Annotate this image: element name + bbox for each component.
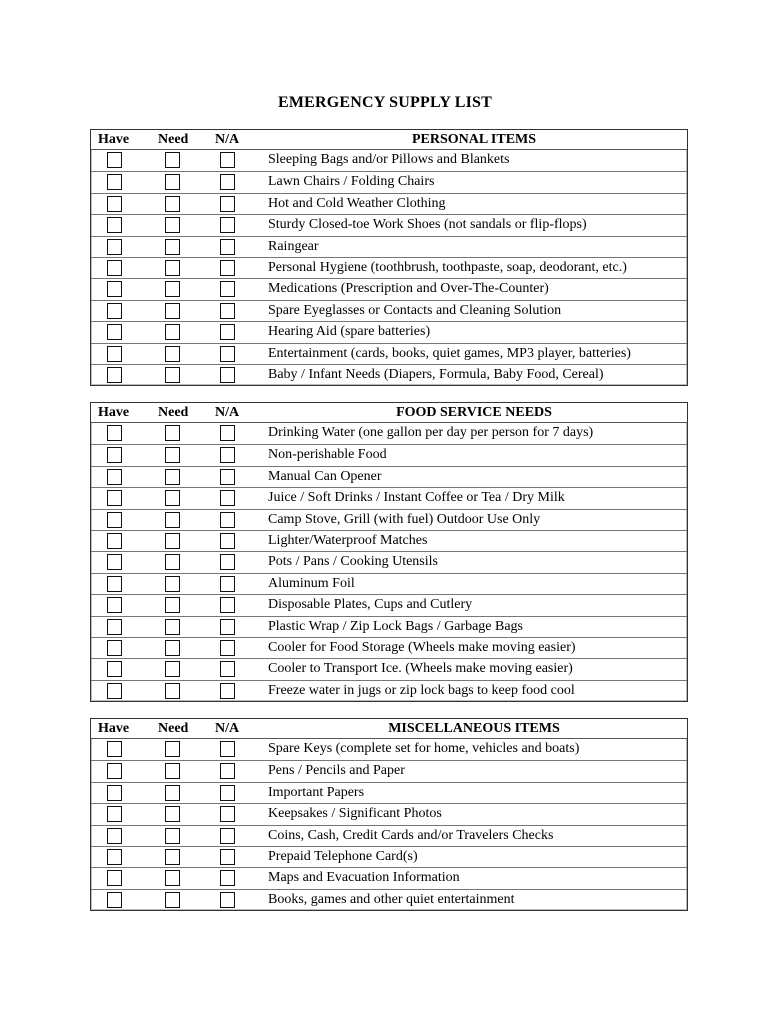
checkbox-need[interactable]	[165, 683, 180, 699]
checkbox-na[interactable]	[220, 447, 235, 463]
checklist-row	[91, 150, 687, 171]
item-label: Cooler to Transport Ice. (Wheels make moving easier)	[268, 661, 573, 677]
checkbox-need[interactable]	[165, 785, 180, 801]
item-label: Pots / Pans / Cooking Utensils	[268, 554, 438, 570]
checkbox-na[interactable]	[220, 303, 235, 319]
checkbox-have[interactable]	[107, 469, 122, 485]
checkbox-have[interactable]	[107, 576, 122, 592]
checkbox-need[interactable]	[165, 346, 180, 362]
checklist-row	[91, 825, 687, 846]
column-header-na: N/A	[215, 132, 240, 147]
section-food-service-needs	[90, 402, 688, 702]
checkbox-na[interactable]	[220, 640, 235, 656]
item-label: Lighter/Waterproof Matches	[268, 532, 428, 548]
item-label: Camp Stove, Grill (with fuel) Outdoor Use Only	[268, 511, 541, 527]
checkbox-need[interactable]	[165, 447, 180, 463]
item-label: Hearing Aid (spare batteries)	[268, 324, 431, 340]
checkbox-na[interactable]	[220, 469, 235, 485]
checkbox-have[interactable]	[107, 741, 122, 757]
item-label: Entertainment (cards, books, quiet games, MP3 player, batteries)	[268, 345, 631, 361]
checkbox-need[interactable]	[165, 281, 180, 297]
checkbox-have[interactable]	[107, 870, 122, 886]
checklist-row	[91, 760, 687, 781]
checklist-row	[91, 594, 687, 615]
checklist-row	[91, 300, 687, 321]
checklist-row	[91, 444, 687, 465]
checkbox-have[interactable]	[107, 152, 122, 168]
item-label: Hot and Cold Weather Clothing	[268, 195, 446, 211]
item-label: Medications (Prescription and Over-The-Counter)	[268, 281, 549, 297]
checkbox-have[interactable]	[107, 447, 122, 463]
checkbox-have[interactable]	[107, 640, 122, 656]
checkbox-na[interactable]	[220, 741, 235, 757]
checkbox-have[interactable]	[107, 239, 122, 255]
checkbox-need[interactable]	[165, 597, 180, 613]
checkbox-need[interactable]	[165, 324, 180, 340]
checkbox-have[interactable]	[107, 785, 122, 801]
checkbox-na[interactable]	[220, 367, 235, 383]
checklist-row	[91, 364, 687, 385]
checkbox-na[interactable]	[220, 554, 235, 570]
checkbox-need[interactable]	[165, 533, 180, 549]
checkbox-na[interactable]	[220, 683, 235, 699]
item-label: Juice / Soft Drinks / Instant Coffee or Tea / Dry Milk	[268, 490, 565, 506]
checkbox-na[interactable]	[220, 619, 235, 635]
section-personal-items	[90, 129, 688, 386]
item-label: Aluminum Foil	[268, 575, 355, 591]
section-header-row	[91, 130, 687, 150]
checkbox-na[interactable]	[220, 152, 235, 168]
checkbox-have[interactable]	[107, 281, 122, 297]
checkbox-need[interactable]	[165, 239, 180, 255]
checkbox-need[interactable]	[165, 619, 180, 635]
checklist-row	[91, 214, 687, 235]
checkbox-have[interactable]	[107, 683, 122, 699]
item-label: Cooler for Food Storage (Wheels make moving easier)	[268, 639, 576, 655]
checkbox-need[interactable]	[165, 425, 180, 441]
item-label: Keepsakes / Significant Photos	[268, 806, 442, 822]
section-heading: PERSONAL ITEMS	[411, 132, 537, 147]
checklist-row	[91, 171, 687, 192]
checkbox-need[interactable]	[165, 469, 180, 485]
checkbox-na[interactable]	[220, 260, 235, 276]
checkbox-na[interactable]	[220, 870, 235, 886]
section-header-row	[91, 403, 687, 423]
checklist-row	[91, 551, 687, 572]
checklist-row	[91, 867, 687, 888]
item-label: Spare Keys (complete set for home, vehicles and boats)	[268, 741, 580, 756]
checkbox-na[interactable]	[220, 597, 235, 613]
checkbox-need[interactable]	[165, 174, 180, 190]
checklist-row	[91, 487, 687, 508]
checkbox-na[interactable]	[220, 281, 235, 297]
checkbox-need[interactable]	[165, 303, 180, 319]
checklist-row	[91, 680, 687, 701]
item-label: Sleeping Bags and/or Pillows and Blankets	[268, 152, 510, 167]
checkbox-have[interactable]	[107, 597, 122, 613]
column-header-na: N/A	[215, 721, 240, 736]
checklist-row	[91, 739, 687, 760]
checklist-row	[91, 782, 687, 803]
checkbox-need[interactable]	[165, 870, 180, 886]
checklist-row	[91, 573, 687, 594]
checkbox-na[interactable]	[220, 763, 235, 779]
item-label: Lawn Chairs / Folding Chairs	[268, 174, 435, 190]
checklist-row	[91, 466, 687, 487]
checkbox-need[interactable]	[165, 196, 180, 212]
column-header-need: Need	[158, 405, 189, 420]
item-label: Important Papers	[268, 784, 365, 800]
checkbox-have[interactable]	[107, 661, 122, 677]
checkbox-have[interactable]	[107, 260, 122, 276]
checklist-row	[91, 509, 687, 530]
checkbox-need[interactable]	[165, 849, 180, 865]
checklist-row	[91, 616, 687, 637]
column-header-na: N/A	[215, 405, 240, 420]
checkbox-need[interactable]	[165, 661, 180, 677]
item-label: Books, games and other quiet entertainment	[268, 891, 515, 907]
checkbox-have[interactable]	[107, 174, 122, 190]
checkbox-have[interactable]	[107, 196, 122, 212]
checkbox-have[interactable]	[107, 425, 122, 441]
checkbox-have[interactable]	[107, 533, 122, 549]
checkbox-na[interactable]	[220, 239, 235, 255]
item-label: Spare Eyeglasses or Contacts and Cleaning Solution	[268, 302, 562, 318]
section-miscellaneous-items	[90, 718, 688, 911]
checkbox-need[interactable]	[165, 806, 180, 822]
checkbox-need[interactable]	[165, 217, 180, 233]
item-label: Prepaid Telephone Card(s)	[268, 848, 418, 864]
item-label: Personal Hygiene (toothbrush, toothpaste, soap, deodorant, etc.)	[268, 259, 627, 275]
checkbox-need[interactable]	[165, 260, 180, 276]
column-header-have: Have	[98, 721, 130, 736]
checkbox-na[interactable]	[220, 533, 235, 549]
checkbox-need[interactable]	[165, 741, 180, 757]
checkbox-have[interactable]	[107, 512, 122, 528]
checklist-row	[91, 278, 687, 299]
checkbox-na[interactable]	[220, 425, 235, 441]
checkbox-need[interactable]	[165, 152, 180, 168]
checkbox-na[interactable]	[220, 217, 235, 233]
item-label: Drinking Water (one gallon per day per person for 7 days)	[268, 425, 594, 440]
item-label: Plastic Wrap / Zip Lock Bags / Garbage Bags	[268, 618, 524, 634]
checkbox-need[interactable]	[165, 367, 180, 383]
checkbox-need[interactable]	[165, 512, 180, 528]
checkbox-have[interactable]	[107, 763, 122, 779]
checklist-row	[91, 889, 687, 910]
column-header-need: Need	[158, 721, 189, 736]
column-header-have: Have	[98, 405, 130, 420]
checklist-row	[91, 257, 687, 278]
checkbox-need[interactable]	[165, 828, 180, 844]
section-heading: MISCELLANEOUS ITEMS	[388, 721, 560, 736]
checklist-row	[91, 423, 687, 444]
page-title: EMERGENCY SUPPLY LIST	[277, 94, 493, 111]
checkbox-have[interactable]	[107, 367, 122, 383]
checkbox-na[interactable]	[220, 512, 235, 528]
checkbox-na[interactable]	[220, 806, 235, 822]
checkbox-na[interactable]	[220, 892, 235, 908]
checkbox-have[interactable]	[107, 849, 122, 865]
item-label: Manual Can Opener	[268, 468, 382, 484]
checkbox-na[interactable]	[220, 849, 235, 865]
checkbox-need[interactable]	[165, 576, 180, 592]
checkbox-have[interactable]	[107, 554, 122, 570]
checkbox-need[interactable]	[165, 554, 180, 570]
section-heading: FOOD SERVICE NEEDS	[396, 405, 552, 420]
checkbox-have[interactable]	[107, 324, 122, 340]
checkbox-na[interactable]	[220, 576, 235, 592]
checklist-row	[91, 658, 687, 679]
checklist-row	[91, 637, 687, 658]
checkbox-na[interactable]	[220, 346, 235, 362]
item-label: Disposable Plates, Cups and Cutlery	[268, 597, 473, 613]
checkbox-need[interactable]	[165, 640, 180, 656]
item-label: Coins, Cash, Credit Cards and/or Travelers Checks	[268, 827, 554, 843]
item-label: Non-perishable Food	[268, 447, 387, 463]
item-label: Freeze water in jugs or zip lock bags to keep food cool	[268, 682, 575, 698]
checkbox-have[interactable]	[107, 619, 122, 635]
item-label: Sturdy Closed-toe Work Shoes (not sandals or flip-flops)	[268, 217, 587, 233]
checklist-row	[91, 343, 687, 364]
column-header-need: Need	[158, 132, 189, 147]
checklist-row	[91, 530, 687, 551]
checkbox-need[interactable]	[165, 892, 180, 908]
checkbox-na[interactable]	[220, 828, 235, 844]
checklist-row	[91, 321, 687, 342]
checkbox-na[interactable]	[220, 661, 235, 677]
checkbox-na[interactable]	[220, 324, 235, 340]
checkbox-have[interactable]	[107, 806, 122, 822]
checkbox-have[interactable]	[107, 217, 122, 233]
checklist-row	[91, 846, 687, 867]
column-header-have: Have	[98, 132, 130, 147]
checkbox-na[interactable]	[220, 196, 235, 212]
item-label: Baby / Infant Needs (Diapers, Formula, Baby Food, Cereal)	[268, 366, 604, 382]
checklist-row	[91, 803, 687, 824]
checkbox-have[interactable]	[107, 303, 122, 319]
item-label: Raingear	[268, 238, 319, 254]
item-label: Maps and Evacuation Information	[268, 870, 460, 886]
checkbox-have[interactable]	[107, 828, 122, 844]
checkbox-na[interactable]	[220, 490, 235, 506]
checkbox-need[interactable]	[165, 490, 180, 506]
checklist-row	[91, 193, 687, 214]
checkbox-have[interactable]	[107, 490, 122, 506]
checklist-row	[91, 236, 687, 257]
section-header-row	[91, 719, 687, 739]
checkbox-na[interactable]	[220, 785, 235, 801]
checkbox-have[interactable]	[107, 346, 122, 362]
checkbox-na[interactable]	[220, 174, 235, 190]
checkbox-have[interactable]	[107, 892, 122, 908]
checkbox-need[interactable]	[165, 763, 180, 779]
item-label: Pens / Pencils and Paper	[268, 763, 405, 779]
